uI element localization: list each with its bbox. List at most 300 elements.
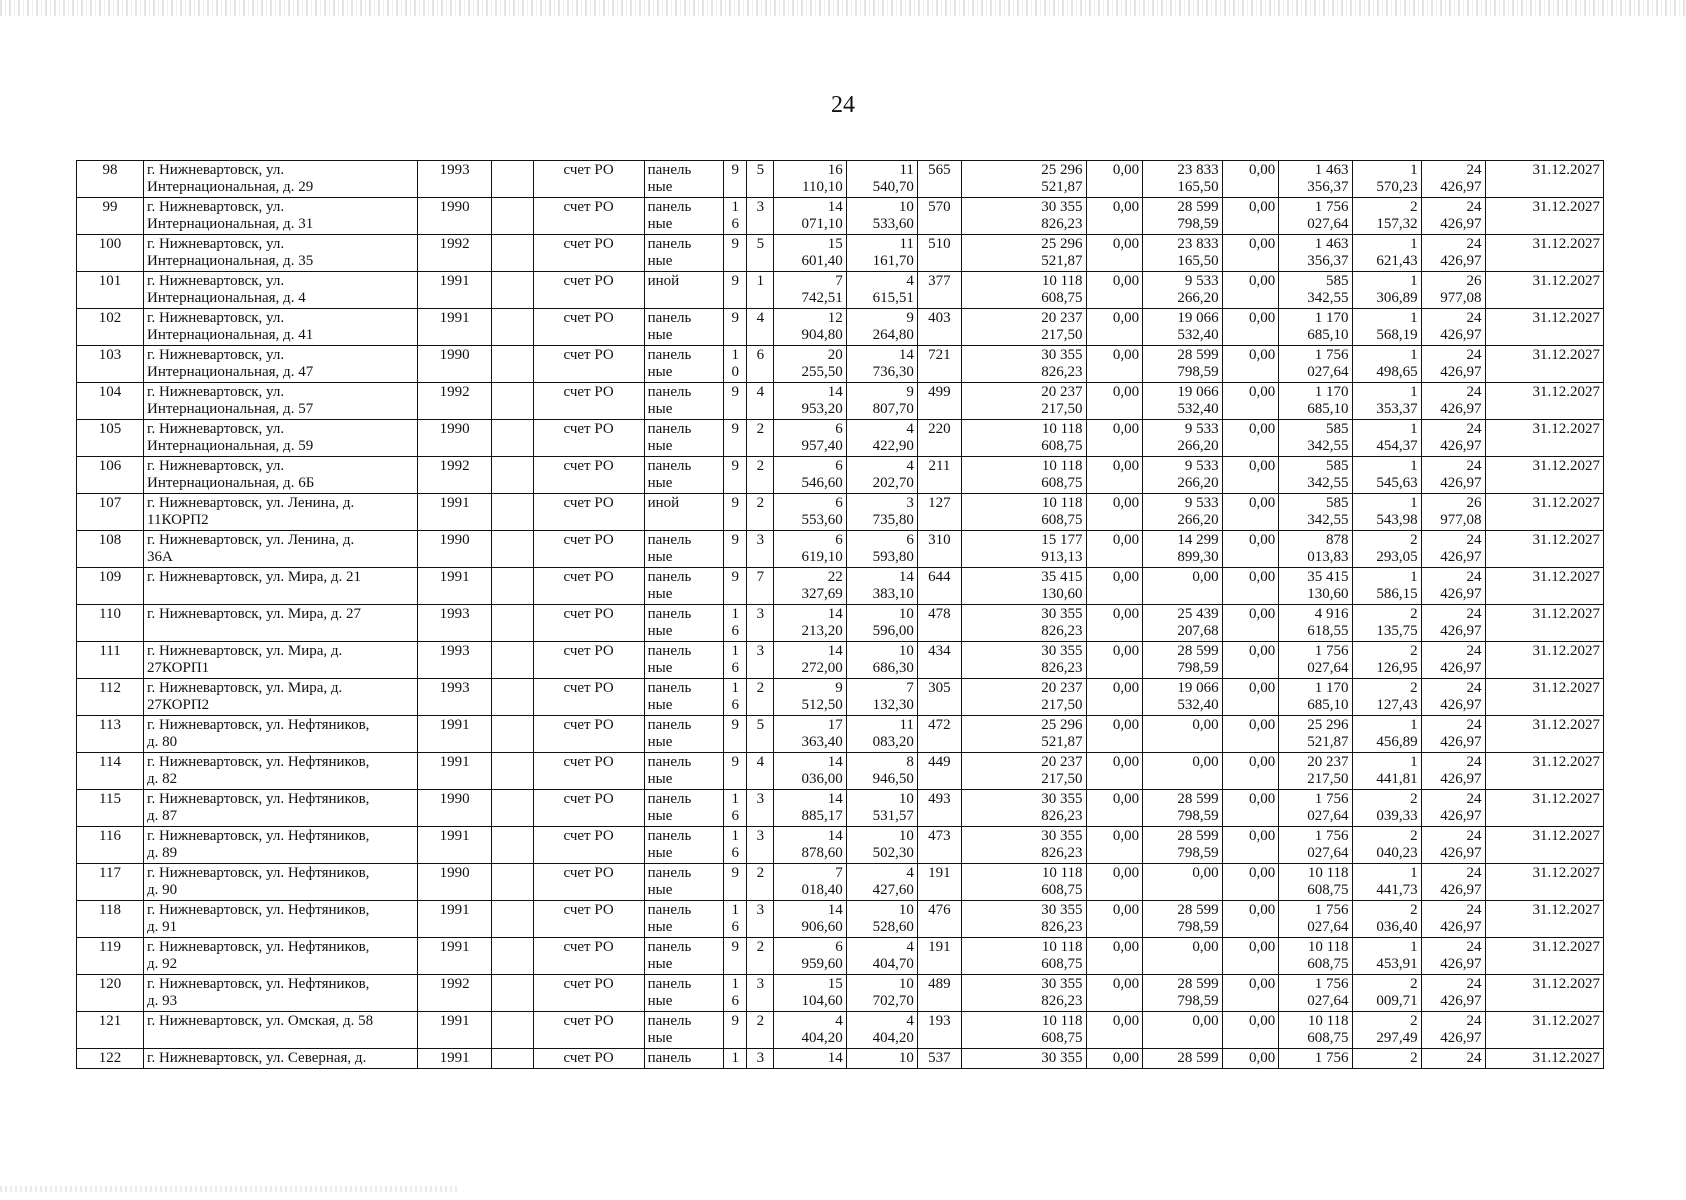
owner-cost-cell-line: 1 756 xyxy=(1314,828,1349,844)
residents-cell: 449 xyxy=(917,753,961,790)
total-cost-cell-line: 826,23 xyxy=(1041,623,1083,639)
fund-cost-cell xyxy=(1143,420,1223,457)
unit-cost-cell-line: 1 xyxy=(1410,939,1418,955)
residents-cell: 310 xyxy=(917,531,961,568)
table-row xyxy=(77,938,1604,975)
floors-cell-line: 9 xyxy=(731,310,739,326)
total-cost-cell xyxy=(961,753,1086,790)
address-cell xyxy=(144,457,418,494)
floors-cell xyxy=(724,753,747,790)
table-row xyxy=(77,568,1604,605)
max-unit-cost-cell-line: 426,97 xyxy=(1440,808,1482,824)
living-area-cell-line: 427,60 xyxy=(872,882,914,898)
owner-cost-cell xyxy=(1279,827,1352,864)
max-unit-cost-cell-line: 26 xyxy=(1466,495,1482,511)
wall-material-cell-line: ные xyxy=(647,549,673,565)
total-area-cell xyxy=(774,679,846,716)
unit-cost-cell-line: 1 xyxy=(1410,458,1418,474)
total-area-cell-line: 619,10 xyxy=(801,549,843,565)
total-cost-cell-line: 25 296 xyxy=(1041,717,1083,733)
living-area-cell-line: 10 xyxy=(898,1050,914,1066)
wall-material-cell-line: ные xyxy=(647,438,673,454)
total-area-cell-line: 14 xyxy=(827,828,843,844)
living-area-cell xyxy=(846,309,917,346)
owner-cost-cell xyxy=(1279,642,1352,679)
wall-material-cell-line: ные xyxy=(647,364,673,380)
fund-value-cell: 0,00 xyxy=(1222,531,1279,568)
wall-material-cell xyxy=(644,605,724,642)
max-unit-cost-cell-line: 24 xyxy=(1466,865,1482,881)
floors-cell xyxy=(724,790,747,827)
max-unit-cost-cell-line: 426,97 xyxy=(1440,993,1482,1009)
unit-cost-cell-line: 353,37 xyxy=(1376,401,1418,417)
wall-material-cell xyxy=(644,938,724,975)
row-number: 107 xyxy=(77,494,144,531)
total-area-cell xyxy=(774,975,846,1012)
total-cost-cell-line: 608,75 xyxy=(1041,1030,1083,1046)
residents-cell: 565 xyxy=(917,161,961,198)
fund-cost-cell-line: 266,20 xyxy=(1177,290,1219,306)
living-area-cell xyxy=(846,198,917,235)
account-type-cell: счет РО xyxy=(533,494,644,531)
total-cost-cell-line: 30 355 xyxy=(1041,791,1083,807)
total-cost-cell-line: 913,13 xyxy=(1041,549,1083,565)
living-area-cell-line: 404,20 xyxy=(872,1030,914,1046)
fund-value-cell: 0,00 xyxy=(1086,161,1143,198)
owner-cost-cell-line: 4 916 xyxy=(1314,606,1349,622)
year-built-cell: 1991 xyxy=(418,1049,491,1069)
total-area-cell-line: 327,69 xyxy=(801,586,843,602)
floors-cell-line: 9 xyxy=(731,1013,739,1029)
fund-cost-cell xyxy=(1143,457,1223,494)
floors-cell xyxy=(724,901,747,938)
max-unit-cost-cell-line: 426,97 xyxy=(1440,253,1482,269)
address-cell-line: Интернациональная, д. 35 xyxy=(147,253,314,269)
unit-cost-cell-line: 127,43 xyxy=(1376,697,1418,713)
living-area-cell-line: 10 xyxy=(898,199,914,215)
residents-cell: 191 xyxy=(917,938,961,975)
unit-cost-cell-line: 1 xyxy=(1410,865,1418,881)
owner-cost-cell-line: 685,10 xyxy=(1307,327,1349,343)
max-unit-cost-cell xyxy=(1421,568,1485,605)
address-cell-line: д. 90 xyxy=(147,882,178,898)
total-area-cell xyxy=(774,1049,846,1069)
deadline-cell: 31.12.2027 xyxy=(1485,235,1603,272)
fund-value-cell: 0,00 xyxy=(1086,1012,1143,1049)
total-area-cell xyxy=(774,568,846,605)
max-unit-cost-cell-line: 24 xyxy=(1466,606,1482,622)
total-cost-cell-line: 217,50 xyxy=(1041,771,1083,787)
owner-cost-cell-line: 013,83 xyxy=(1307,549,1349,565)
account-type-cell: счет РО xyxy=(533,790,644,827)
living-area-cell-line: 4 xyxy=(906,939,914,955)
wall-material-cell xyxy=(644,272,724,309)
row-number: 102 xyxy=(77,309,144,346)
floors-cell xyxy=(724,827,747,864)
deadline-cell: 31.12.2027 xyxy=(1485,938,1603,975)
address-cell-line: д. 91 xyxy=(147,919,178,935)
deadline-cell: 31.12.2027 xyxy=(1485,642,1603,679)
unit-cost-cell-line: 1 xyxy=(1410,384,1418,400)
floors-cell-line: 6 xyxy=(731,808,739,824)
account-type-cell: счет РО xyxy=(533,679,644,716)
year-built-cell: 1990 xyxy=(418,420,491,457)
floors-cell xyxy=(724,716,747,753)
fund-value-cell: 0,00 xyxy=(1222,716,1279,753)
entrances-cell: 3 xyxy=(747,901,774,938)
fund-value-cell: 0,00 xyxy=(1086,901,1143,938)
unit-cost-cell-line: 570,23 xyxy=(1376,179,1418,195)
entrances-cell: 3 xyxy=(747,531,774,568)
fund-value-cell: 0,00 xyxy=(1086,1049,1143,1069)
total-area-cell xyxy=(774,938,846,975)
empty-cell xyxy=(491,790,533,827)
total-area-cell-line: 959,60 xyxy=(801,956,843,972)
max-unit-cost-cell xyxy=(1421,1012,1485,1049)
owner-cost-cell-line: 35 415 xyxy=(1307,569,1349,585)
fund-value-cell: 0,00 xyxy=(1086,309,1143,346)
floors-cell-line: 1 xyxy=(731,828,739,844)
fund-value-cell: 0,00 xyxy=(1222,938,1279,975)
living-area-cell-line: 9 xyxy=(906,310,914,326)
wall-material-cell xyxy=(644,864,724,901)
total-cost-cell xyxy=(961,346,1086,383)
wall-material-cell-line: панель xyxy=(647,606,692,622)
total-area-cell-line: 14 xyxy=(827,199,843,215)
total-area-cell-line: 885,17 xyxy=(801,808,843,824)
wall-material-cell-line: ные xyxy=(647,956,673,972)
total-area-cell xyxy=(774,716,846,753)
max-unit-cost-cell xyxy=(1421,716,1485,753)
wall-material-cell-line: панель xyxy=(647,717,692,733)
total-area-cell-line: 6 xyxy=(835,495,843,511)
owner-cost-cell-line: 356,37 xyxy=(1307,179,1349,195)
floors-cell xyxy=(724,420,747,457)
fund-cost-cell xyxy=(1143,198,1223,235)
total-area-cell-line: 4 xyxy=(835,1013,843,1029)
floors-cell xyxy=(724,383,747,420)
address-cell-line: 11КОРП2 xyxy=(147,512,209,528)
total-area-cell xyxy=(774,827,846,864)
living-area-cell xyxy=(846,1012,917,1049)
year-built-cell: 1991 xyxy=(418,494,491,531)
max-unit-cost-cell-line: 426,97 xyxy=(1440,475,1482,491)
total-area-cell-line: 742,51 xyxy=(801,290,843,306)
unit-cost-cell-line: 2 xyxy=(1410,791,1418,807)
unit-cost-cell-line: 2 xyxy=(1410,680,1418,696)
account-type-cell: счет РО xyxy=(533,531,644,568)
deadline-cell: 31.12.2027 xyxy=(1485,790,1603,827)
table-row xyxy=(77,716,1604,753)
floors-cell-line: 1 xyxy=(731,643,739,659)
address-cell xyxy=(144,642,418,679)
unit-cost-cell-line: 2 xyxy=(1410,643,1418,659)
living-area-cell-line: 11 xyxy=(899,162,914,178)
fund-value-cell: 0,00 xyxy=(1222,901,1279,938)
unit-cost-cell xyxy=(1352,901,1421,938)
max-unit-cost-cell-line: 977,08 xyxy=(1440,290,1482,306)
living-area-cell-line: 946,50 xyxy=(872,771,914,787)
fund-value-cell: 0,00 xyxy=(1086,864,1143,901)
max-unit-cost-cell-line: 426,97 xyxy=(1440,771,1482,787)
wall-material-cell xyxy=(644,235,724,272)
living-area-cell xyxy=(846,420,917,457)
fund-cost-cell xyxy=(1143,716,1223,753)
address-cell-line: г. Нижневартовск, ул. Мира, д. 27 xyxy=(147,606,362,622)
max-unit-cost-cell xyxy=(1421,383,1485,420)
total-cost-cell xyxy=(961,827,1086,864)
unit-cost-cell-line: 441,73 xyxy=(1376,882,1418,898)
owner-cost-cell-line: 585 xyxy=(1326,421,1349,437)
total-area-cell-line: 878,60 xyxy=(801,845,843,861)
wall-material-cell-line: панель xyxy=(647,532,692,548)
total-cost-cell-line: 20 237 xyxy=(1041,384,1083,400)
owner-cost-cell xyxy=(1279,531,1352,568)
account-type-cell: счет РО xyxy=(533,309,644,346)
living-area-cell-line: 7 xyxy=(906,680,914,696)
total-cost-cell xyxy=(961,679,1086,716)
wall-material-cell-line: панель xyxy=(647,421,692,437)
unit-cost-cell-line: 543,98 xyxy=(1376,512,1418,528)
address-cell xyxy=(144,790,418,827)
max-unit-cost-cell xyxy=(1421,938,1485,975)
empty-cell xyxy=(491,568,533,605)
empty-cell xyxy=(491,975,533,1012)
account-type-cell: счет РО xyxy=(533,161,644,198)
total-area-cell xyxy=(774,864,846,901)
wall-material-cell-line: панель xyxy=(647,347,692,363)
living-area-cell xyxy=(846,864,917,901)
living-area-cell xyxy=(846,790,917,827)
address-cell-line: Интернациональная, д. 31 xyxy=(147,216,314,232)
wall-material-cell-line: ные xyxy=(647,401,673,417)
owner-cost-cell-line: 1 756 xyxy=(1314,976,1349,992)
address-cell-line: 27КОРП1 xyxy=(147,660,210,676)
address-cell xyxy=(144,309,418,346)
total-cost-cell xyxy=(961,494,1086,531)
floors-cell-line: 9 xyxy=(731,384,739,400)
owner-cost-cell-line: 608,75 xyxy=(1307,956,1349,972)
address-cell-line: г. Нижневартовск, ул. Нефтяников, xyxy=(147,791,370,807)
max-unit-cost-cell-line: 426,97 xyxy=(1440,882,1482,898)
living-area-cell xyxy=(846,568,917,605)
address-cell-line: Интернациональная, д. 4 xyxy=(147,290,306,306)
fund-value-cell: 0,00 xyxy=(1222,161,1279,198)
total-cost-cell xyxy=(961,383,1086,420)
floors-cell xyxy=(724,531,747,568)
total-area-cell xyxy=(774,457,846,494)
max-unit-cost-cell-line: 426,97 xyxy=(1440,438,1482,454)
fund-cost-cell xyxy=(1143,790,1223,827)
max-unit-cost-cell-line: 426,97 xyxy=(1440,734,1482,750)
owner-cost-cell xyxy=(1279,161,1352,198)
entrances-cell: 2 xyxy=(747,457,774,494)
wall-material-cell xyxy=(644,827,724,864)
total-cost-cell-line: 25 296 xyxy=(1041,162,1083,178)
fund-cost-cell-line: 798,59 xyxy=(1177,808,1219,824)
max-unit-cost-cell xyxy=(1421,975,1485,1012)
floors-cell-line: 9 xyxy=(731,717,739,733)
fund-value-cell: 0,00 xyxy=(1086,235,1143,272)
table-row xyxy=(77,457,1604,494)
floors-cell-line: 9 xyxy=(731,273,739,289)
living-area-cell xyxy=(846,494,917,531)
max-unit-cost-cell-line: 426,97 xyxy=(1440,623,1482,639)
owner-cost-cell-line: 027,64 xyxy=(1307,919,1349,935)
total-cost-cell-line: 826,23 xyxy=(1041,919,1083,935)
fund-cost-cell-line: 9 533 xyxy=(1184,458,1219,474)
max-unit-cost-cell-line: 24 xyxy=(1466,310,1482,326)
fund-value-cell: 0,00 xyxy=(1086,457,1143,494)
row-number: 101 xyxy=(77,272,144,309)
living-area-cell xyxy=(846,235,917,272)
empty-cell xyxy=(491,827,533,864)
living-area-cell-line: 735,80 xyxy=(872,512,914,528)
deadline-cell: 31.12.2027 xyxy=(1485,1049,1603,1069)
page-number: 24 xyxy=(831,92,855,118)
entrances-cell: 5 xyxy=(747,235,774,272)
fund-value-cell: 0,00 xyxy=(1222,975,1279,1012)
floors-cell xyxy=(724,272,747,309)
table-row xyxy=(77,531,1604,568)
max-unit-cost-cell xyxy=(1421,420,1485,457)
fund-cost-cell xyxy=(1143,568,1223,605)
living-area-cell-line: 161,70 xyxy=(872,253,914,269)
living-area-cell-line: 9 xyxy=(906,384,914,400)
year-built-cell: 1991 xyxy=(418,1012,491,1049)
living-area-cell-line: 083,20 xyxy=(872,734,914,750)
owner-cost-cell xyxy=(1279,790,1352,827)
address-cell xyxy=(144,420,418,457)
owner-cost-cell xyxy=(1279,198,1352,235)
address-cell-line: г. Нижневартовск, ул. Нефтяников, xyxy=(147,754,370,770)
residents-cell: 537 xyxy=(917,1049,961,1069)
unit-cost-cell-line: 1 xyxy=(1410,162,1418,178)
owner-cost-cell-line: 027,64 xyxy=(1307,364,1349,380)
unit-cost-cell xyxy=(1352,753,1421,790)
unit-cost-cell xyxy=(1352,938,1421,975)
living-area-cell-line: 531,57 xyxy=(872,808,914,824)
total-cost-cell-line: 608,75 xyxy=(1041,290,1083,306)
deadline-cell: 31.12.2027 xyxy=(1485,383,1603,420)
living-area-cell xyxy=(846,1049,917,1069)
max-unit-cost-cell xyxy=(1421,901,1485,938)
owner-cost-cell-line: 878 xyxy=(1326,532,1349,548)
total-cost-cell-line: 826,23 xyxy=(1041,808,1083,824)
total-area-cell-line: 14 xyxy=(827,754,843,770)
fund-cost-cell-line: 28 599 xyxy=(1177,828,1219,844)
owner-cost-cell-line: 10 118 xyxy=(1307,939,1349,955)
owner-cost-cell xyxy=(1279,864,1352,901)
total-area-cell-line: 14 xyxy=(827,791,843,807)
total-area-cell-line: 14 xyxy=(827,384,843,400)
fund-value-cell: 0,00 xyxy=(1222,198,1279,235)
floors-cell-line: 9 xyxy=(731,495,739,511)
empty-cell xyxy=(491,457,533,494)
table-row xyxy=(77,235,1604,272)
deadline-cell: 31.12.2027 xyxy=(1485,346,1603,383)
empty-cell xyxy=(491,605,533,642)
floors-cell xyxy=(724,1012,747,1049)
wall-material-cell-line: панель xyxy=(647,680,692,696)
living-area-cell-line: 8 xyxy=(906,754,914,770)
row-number: 121 xyxy=(77,1012,144,1049)
fund-value-cell: 0,00 xyxy=(1222,753,1279,790)
owner-cost-cell-line: 608,75 xyxy=(1307,1030,1349,1046)
floors-cell-line: 6 xyxy=(731,216,739,232)
total-area-cell-line: 546,60 xyxy=(801,475,843,491)
max-unit-cost-cell-line: 24 xyxy=(1466,236,1482,252)
wall-material-cell xyxy=(644,975,724,1012)
deadline-cell: 31.12.2027 xyxy=(1485,753,1603,790)
floors-cell-line: 6 xyxy=(731,660,739,676)
total-cost-cell xyxy=(961,235,1086,272)
total-cost-cell xyxy=(961,716,1086,753)
account-type-cell: счет РО xyxy=(533,1049,644,1069)
wall-material-cell xyxy=(644,383,724,420)
address-cell-line: Интернациональная, д. 47 xyxy=(147,364,314,380)
total-area-cell xyxy=(774,161,846,198)
fund-value-cell: 0,00 xyxy=(1086,827,1143,864)
max-unit-cost-cell-line: 426,97 xyxy=(1440,327,1482,343)
fund-cost-cell xyxy=(1143,938,1223,975)
fund-value-cell: 0,00 xyxy=(1222,235,1279,272)
fund-cost-cell-line: 28 599 xyxy=(1177,791,1219,807)
total-cost-cell xyxy=(961,790,1086,827)
unit-cost-cell xyxy=(1352,605,1421,642)
total-cost-cell-line: 608,75 xyxy=(1041,512,1083,528)
total-cost-cell-line: 826,23 xyxy=(1041,660,1083,676)
fund-cost-cell-line: 165,50 xyxy=(1177,179,1219,195)
total-area-cell-line: 15 xyxy=(827,236,843,252)
entrances-cell: 2 xyxy=(747,1012,774,1049)
living-area-cell-line: 528,60 xyxy=(872,919,914,935)
year-built-cell: 1993 xyxy=(418,605,491,642)
owner-cost-cell xyxy=(1279,494,1352,531)
fund-cost-cell xyxy=(1143,235,1223,272)
living-area-cell-line: 11 xyxy=(899,717,914,733)
fund-cost-cell-line: 798,59 xyxy=(1177,993,1219,1009)
living-area-cell-line: 11 xyxy=(899,236,914,252)
floors-cell-line: 6 xyxy=(731,697,739,713)
empty-cell xyxy=(491,938,533,975)
fund-value-cell: 0,00 xyxy=(1222,642,1279,679)
living-area-cell-line: 10 xyxy=(898,976,914,992)
floors-cell xyxy=(724,346,747,383)
account-type-cell: счет РО xyxy=(533,938,644,975)
unit-cost-cell-line: 126,95 xyxy=(1376,660,1418,676)
year-built-cell: 1990 xyxy=(418,198,491,235)
living-area-cell xyxy=(846,272,917,309)
living-area-cell-line: 4 xyxy=(906,1013,914,1029)
unit-cost-cell-line: 039,33 xyxy=(1376,808,1418,824)
address-cell xyxy=(144,568,418,605)
row-number: 106 xyxy=(77,457,144,494)
row-number: 113 xyxy=(77,716,144,753)
deadline-cell: 31.12.2027 xyxy=(1485,1012,1603,1049)
residents-cell: 644 xyxy=(917,568,961,605)
deadline-cell: 31.12.2027 xyxy=(1485,272,1603,309)
unit-cost-cell xyxy=(1352,235,1421,272)
empty-cell xyxy=(491,1012,533,1049)
floors-cell xyxy=(724,1049,747,1069)
wall-material-cell xyxy=(644,494,724,531)
address-cell-line: д. 93 xyxy=(147,993,178,1009)
living-area-cell-line: 4 xyxy=(906,421,914,437)
fund-cost-cell xyxy=(1143,531,1223,568)
empty-cell xyxy=(491,309,533,346)
address-cell-line: г. Нижневартовск, ул. xyxy=(147,273,285,289)
